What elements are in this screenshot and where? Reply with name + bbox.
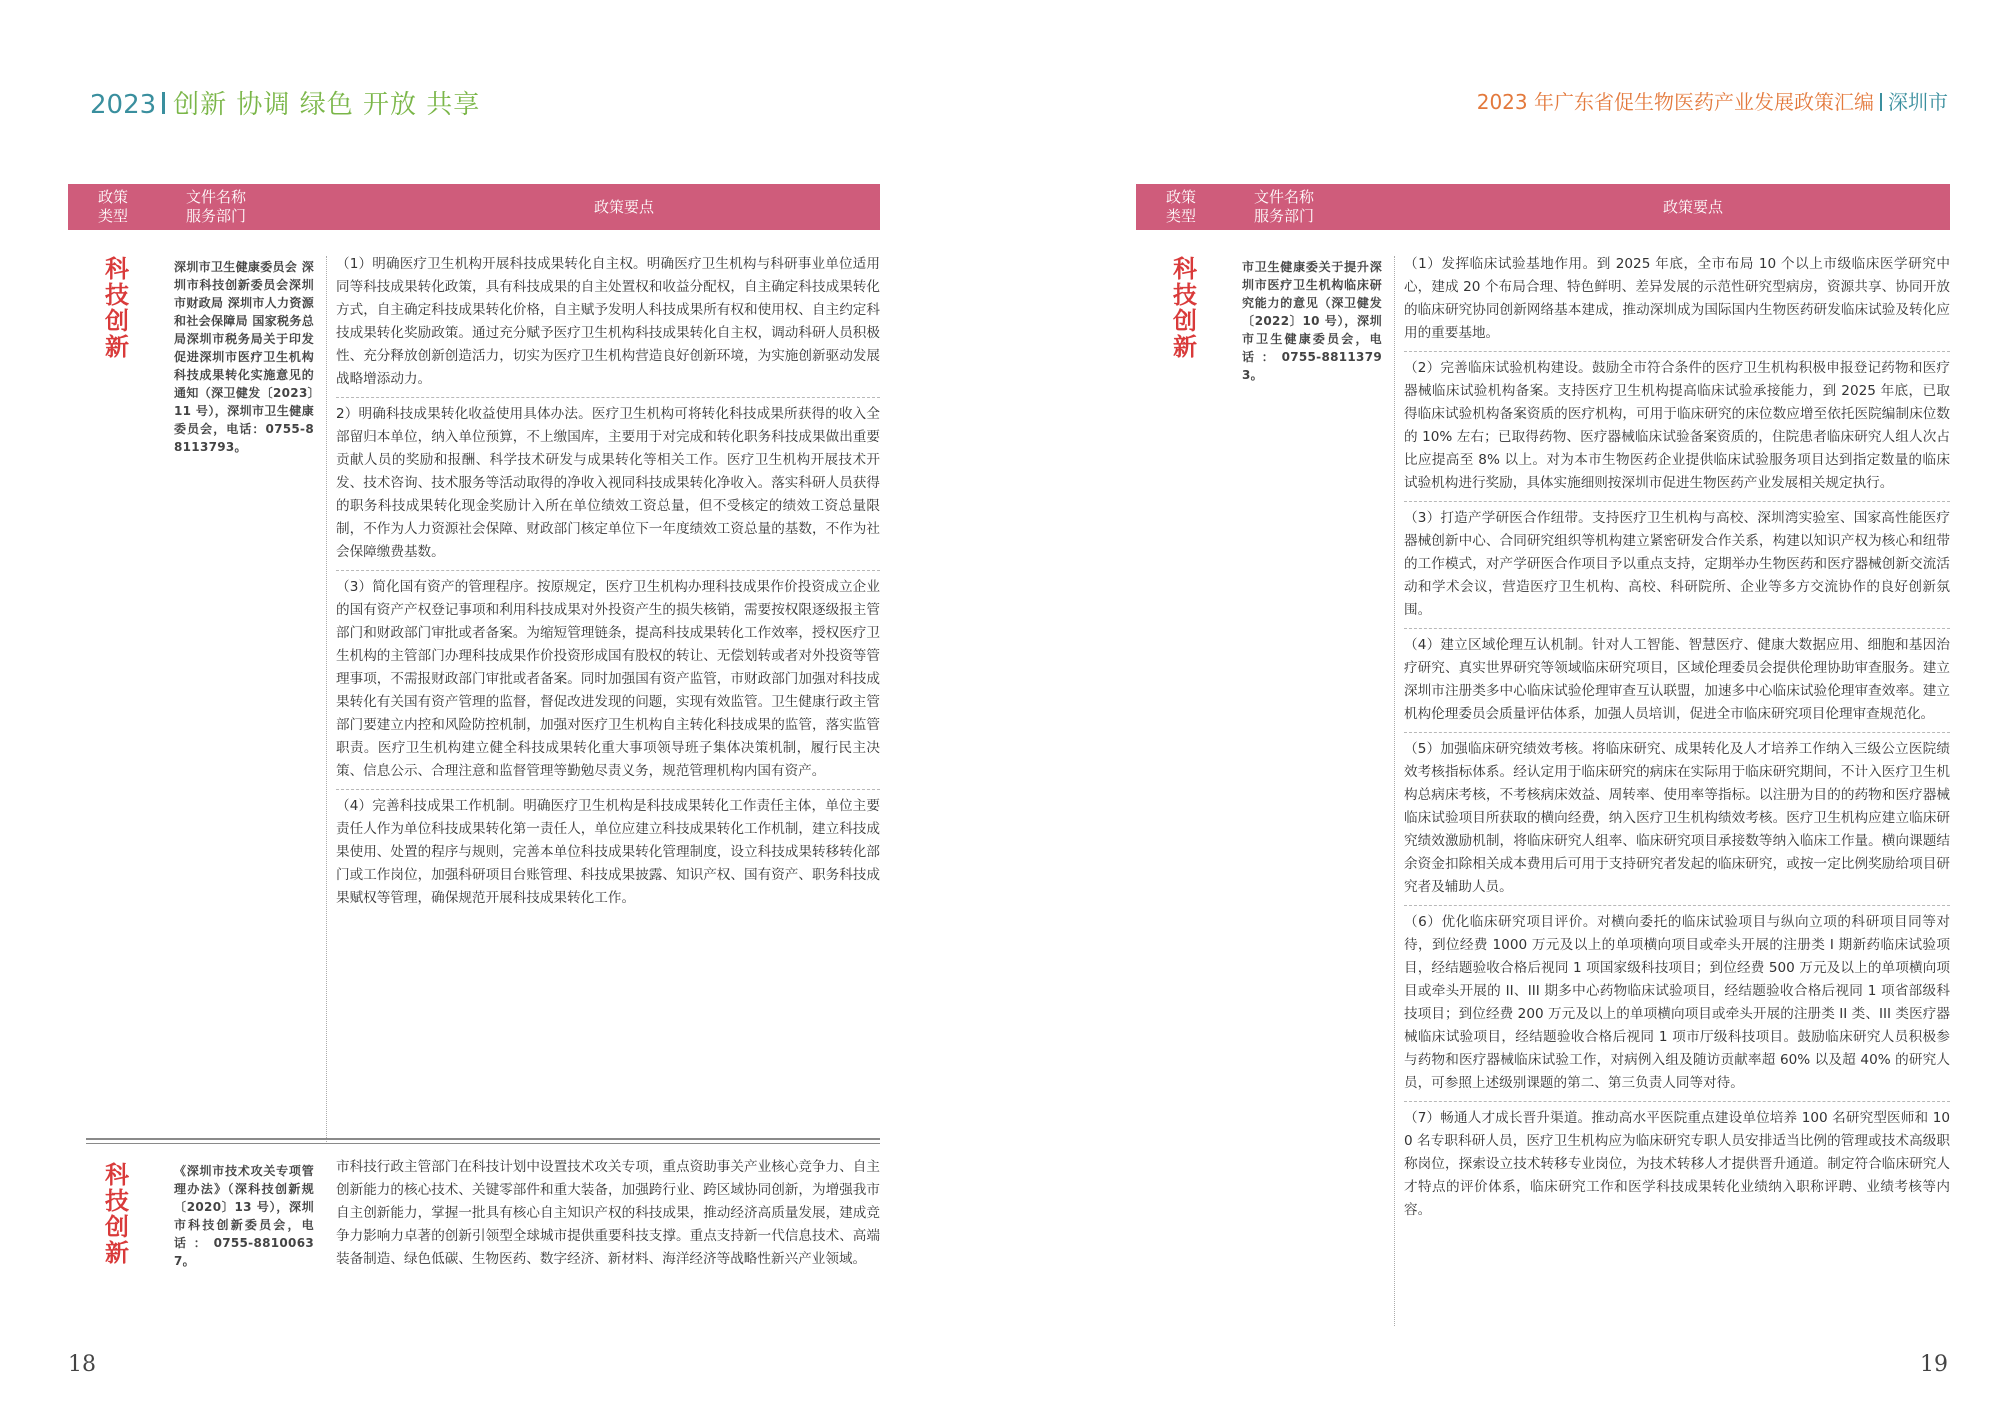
table-row <box>1136 230 1950 1330</box>
policy-point: （5）加强临床研究绩效考核。将临床研究、成果转化及人才培养工作纳入三级公立医院绩效考核指标体系。经认定用于临床研究的病床在实际用于临床研究期间，不计入医疗卫生机构总病床考核，不考核病床效益、周转率、使用率等指标。以注册为目的的药物和医疗器械临床试验项目所获取的横向经费，纳入医疗卫生机构绩效考核。医疗卫生机构应建立临床研究绩效激励机制，将临床研究人组率、临床研究项目承接数等纳入临床工作量。横向课题结余资金扣除相关成本费用后可用于支持研究者发起的临床研究，或按一定比例奖励给项目研究者及辅助人员。 <box>1404 733 1950 906</box>
right-page <box>1136 184 1950 1344</box>
file-dept-text: 《深圳市技术攻关专项管理办法》（深科技创新规〔2020〕13 号），深圳市科技创新委员会，电话：0755-88100637。 <box>174 1164 314 1268</box>
category-label: 科技创新 <box>105 1161 129 1267</box>
category-label: 科技创新 <box>1173 255 1197 361</box>
header-divider <box>1880 93 1882 111</box>
table-header <box>1136 184 1950 230</box>
col-file-name: 文件名称 服务部门 <box>186 188 247 225</box>
header-doc-title: 2023 年广东省促生物医药产业发展政策汇编 <box>1476 90 1874 114</box>
row-divider <box>86 1138 880 1140</box>
policy-point: （7）畅通人才成长晋升渠道。推动高水平医院重点建设单位培养 100 名研究型医师和 100 名专职科研人员，医疗卫生机构应为临床研究专职人员安排适当比例的管理或技术高级职称岗位，探索设立技术转移专业岗位，为技术转移人才提供晋升通道。制定符合临床研究人才特点的评价体系，临床研究工作和医学科技成果转化业绩纳入职称评聘、业绩考核等内容。 <box>1404 1110 1950 1218</box>
header-left <box>90 84 480 121</box>
header-divider <box>162 92 165 114</box>
policy-points <box>336 248 880 916</box>
table-row <box>68 1150 880 1330</box>
left-page <box>68 184 880 1344</box>
policy-point: （4）完善科技成果工作机制。明确医疗卫生机构是科技成果转化工作责任主体，单位主要责任人作为单位科技成果转化第一责任人，单位应建立科技成果转化工作机制，建立科技成果使用、处置的程序与规则，完善本单位科技成果转化管理制度，设立科技成果转移转化部门或工作岗位，加强科研项目台账管理、科技成果披露、知识产权、国有资产、职务科技成果赋权等管理，确保规范开展科技成果转化工作。 <box>336 798 880 906</box>
column-divider <box>326 256 327 1142</box>
policy-point: 2）明确科技成果转化收益使用具体办法。医疗卫生机构可将转化科技成果所获得的收入全部留归本单位，纳入单位预算，不上缴国库，主要用于对完成和转化职务科技成果做出重要贡献人员的奖励和报酬、科学技术研发与成果转化等相关工作。医疗卫生机构开展技术开发、技术咨询、技术服务等活动取得的净收入视同科技成果转化净收入。落实科研人员获得的职务科技成果转化现金奖励计入所在单位绩效工资总量，但不受核定的绩效工资总量限制，不作为人力资源社会保障、财政部门核定单位下一年度绩效工资总量的基数，不作为社会保障缴费基数。 <box>336 398 880 571</box>
policy-points <box>1404 248 1950 1228</box>
page-number: 18 <box>68 1352 96 1377</box>
policy-point: （3）简化国有资产的管理程序。按原规定，医疗卫生机构办理科技成果作价投资成立企业的国有资产产权登记事项和利用科技成果对外投资产生的损失核销，需要按权限逐级报主管部门和财政部门审批或者备案。为缩短管理链条，提高科技成果转化工作效率，授权医疗卫生机构的主管部门办理科技成果作价投资形成国有股权的转让、无偿划转或者对外投资等管理事项，不需报财政部门审批或者备案。同时加强国有资产监管，市财政部门加强对科技成果转化有关国有资产管理的监督，督促改进发现的问题，实现有效监管。卫生健康行政主管部门要建立内控和风险防控机制，加强对医疗卫生机构自主转化科技成果的监管，落实监管职责。医疗卫生机构建立健全科技成果转化重大事项领导班子集体决策机制，履行民主决策、信息公示、合理注意和监督管理等勤勉尽责义务，规范管理机构内国有资产。 <box>336 571 880 790</box>
policy-point: （6）优化临床研究项目评价。对横向委托的临床试验项目与纵向立项的科研项目同等对待，到位经费 1000 万元及以上的单项横向项目或牵头开展的注册类 I 期新药临床试验项目，经结题验收合格后视同 1 项国家级科技项目；到位经费 500 万元及以上的单项横向项目或牵头开展的 II、III 期多中心药物临床试验项目，经结题验收合格后视同 1 项省部级科技项目；到位经费 200 万元及以上的单项横向项目或牵头开展的注册类 II 类、III 类医疗器械临床试验项目，经结题验收合格后视同 1 项市厅级科技项目。鼓励临床研究人员积极参与药物和医疗器械临床试验工作，对病例入组及随访贡献率超 60% 以及超 40% 的研究人员，可参照上述级别课题的第二、第三负责人同等对待。 <box>1404 906 1950 1102</box>
file-dept-text: 市卫生健康委关于提升深圳市医疗卫生机构临床研究能力的意见（深卫健发〔2022〕10 号），深圳市卫生健康委员会，电话：0755-88113793。 <box>1242 260 1382 382</box>
col-policy-points: 政策要点 <box>593 198 654 216</box>
row-divider <box>86 1143 880 1144</box>
col-policy-type: 政策 类型 <box>1165 188 1196 225</box>
table-row <box>68 230 880 1180</box>
col-policy-type: 政策 类型 <box>97 188 128 225</box>
header-right <box>1477 86 1948 115</box>
policy-point: （1）明确医疗卫生机构开展科技成果转化自主权。明确医疗卫生机构与科研事业单位适用同等科技成果转化政策，具有科技成果的自主处置权和收益分配权，自主确定科技成果转化方式，自主确定科技成果转化价格，自主赋予发明人科技成果所有权和使用权、自主约定科技成果转化奖励政策。通过充分赋予医疗卫生机构科技成果转化自主权，调动科研人员积极性、充分释放创新创造活力，切实为医疗卫生机构营造良好创新环境，为实施创新驱动发展战略增添动力。 <box>336 248 880 398</box>
policy-point: （2）完善临床试验机构建设。鼓励全市符合条件的医疗卫生机构积极申报登记药物和医疗器械临床试验机构备案。支持医疗卫生机构提高临床试验承接能力，到 2025 年底，已取得临床试验机构备案资质的医疗机构，可用于临床研究的床位数应增至依托医院编制床位数的 10% 左右；已取得药物、医疗器械临床试验备案资质的，住院患者临床研究人组人次占比应提高至 8% 以上。对为本市生物医药企业提供临床试验服务项目达到指定数量的临床试验机构进行奖励，具体实施细则按深圳市促进生物医药产业发展相关规定执行。 <box>1404 352 1950 502</box>
policy-point: （3）打造产学研医合作纽带。支持医疗卫生机构与高校、深圳湾实验室、国家高性能医疗器械创新中心、合同研究组织等机构建立紧密研发合作关系，构建以知识产权为核心和纽带的工作模式，对产学研医合作项目予以重点支持，定期举办生物医药和医疗器械创新交流活动和学术会议，营造医疗卫生机构、高校、科研院所、企业等多方交流协作的良好创新氛围。 <box>1404 502 1950 629</box>
column-divider <box>1394 256 1395 1326</box>
page-number: 19 <box>1920 1352 1948 1377</box>
policy-point: （1）发挥临床试验基地作用。到 2025 年底，全市布局 10 个以上市级临床医学研究中心，建成 20 个布局合理、特色鲜明、差异发展的示范性研究型病房，资源共享、协同开放的临床研究协同创新网络基本建成，推动深圳成为国际国内生物医药研发临床试验及转化应用的重要基地。 <box>1404 248 1950 352</box>
table-header <box>68 184 880 230</box>
policy-point: （4）建立区域伦理互认机制。针对人工智能、智慧医疗、健康大数据应用、细胞和基因治疗研究、真实世界研究等领域临床研究项目，区域伦理委员会提供伦理协助审查服务。建立深圳市注册类多中心临床试验伦理审查互认联盟，加速多中心临床试验伦理审查效率。建立机构伦理委员会质量评估体系，加强人员培训，促进全市临床研究项目伦理审查规范化。 <box>1404 629 1950 733</box>
category-label: 科技创新 <box>105 255 129 361</box>
policy-point: 市科技行政主管部门在科技计划中设置技术攻关专项，重点资助事关产业核心竞争力、自主创新能力的核心技术、关键零部件和重大装备，加强跨行业、跨区域协同创新，为增强我市自主创新能力，掌握一批具有核心自主知识产权的科技成果，推动经济高质量发展，建成竞争力影响力卓著的创新引领型全球城市提供重要科技支撑。重点支持新一代信息技术、高端装备制造、绿色低碳、生物医药、数字经济、新材料、海洋经济等战略性新兴产业领域。 <box>336 1159 880 1267</box>
header-year: 2023 <box>90 90 157 120</box>
header-city: 深圳市 <box>1888 90 1948 114</box>
file-dept-text: 深圳市卫生健康委员会 深圳市科技创新委员会深圳市财政局 深圳市人力资源和社会保障局 国家税务总局深圳市税务局关于印发促进深圳市医疗卫生机构科技成果转化实施意见的通知（深卫健发〔2023〕11 号），深圳市卫生健康委员会，电话：0755-88113793。 <box>174 260 314 454</box>
col-policy-points: 政策要点 <box>1662 198 1723 216</box>
policy-points <box>336 1156 880 1277</box>
col-file-name: 文件名称 服务部门 <box>1254 188 1315 225</box>
header-slogan: 创新 协调 绿色 开放 共享 <box>173 90 481 120</box>
